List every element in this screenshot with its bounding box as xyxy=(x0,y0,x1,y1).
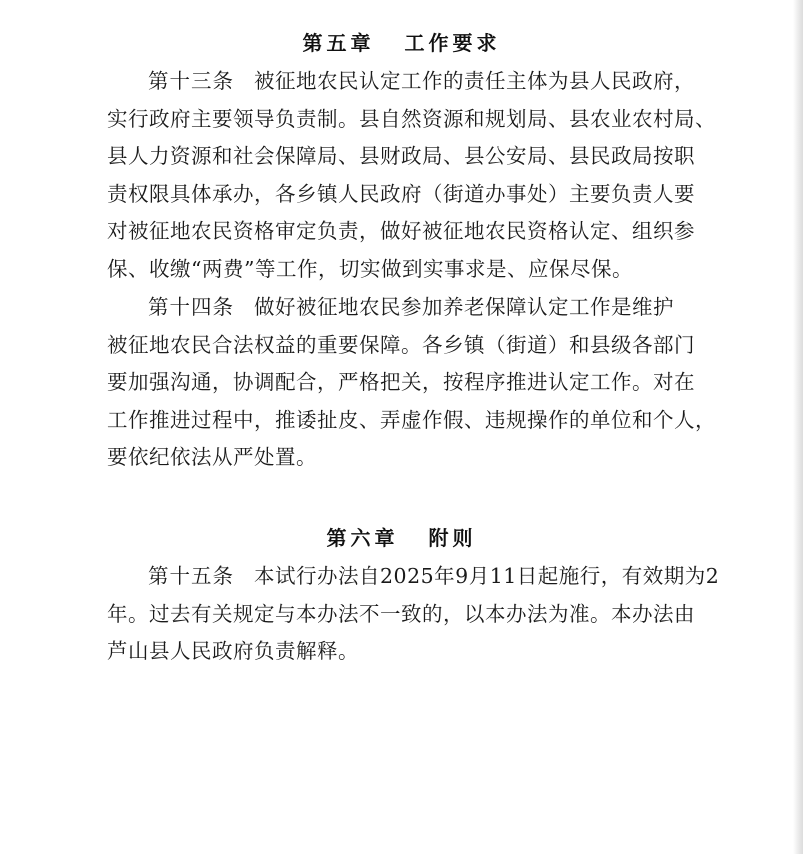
chapter-five-name: 工作要求 xyxy=(404,31,501,55)
chapter-six-heading xyxy=(0,525,803,551)
chapter-six-name: 附则 xyxy=(428,526,477,550)
article-15-line-3: 芦山县人民政府负责解释。 xyxy=(107,639,359,664)
article-15 xyxy=(107,558,720,671)
article-14-line-4: 工作推进过程中，推诿扯皮、弄虚作假、违规操作的单位和个人， xyxy=(107,407,716,432)
article-15-line-1: 本试行办法自2025年9月11日起施行，有效期为2 xyxy=(254,564,720,588)
chapter-five-heading xyxy=(0,30,803,56)
page-edge-shadow xyxy=(793,0,803,854)
article-14-line-1: 做好被征地农民参加养老保障认定工作是维护 xyxy=(254,295,674,319)
article-14-line-3: 要加强沟通，协调配合，严格把关，按程序推进认定工作。对在 xyxy=(107,370,695,395)
article-13-number: 第十三条 xyxy=(148,69,234,93)
article-13 xyxy=(107,63,716,289)
article-13-line-6: 保、收缴“两费”等工作，切实做到实事求是、应保尽保。 xyxy=(107,256,633,281)
chapter-six-number: 第六章 xyxy=(326,526,399,550)
article-13-line-1: 被征地农民认定工作的责任主体为县人民政府， xyxy=(254,69,695,93)
article-14-number: 第十四条 xyxy=(148,295,234,319)
article-13-line-4: 责权限具体承办，各乡镇人民政府（街道办事处）主要负责人要 xyxy=(107,181,695,206)
article-13-line-2: 实行政府主要领导负责制。县自然资源和规划局、县农业农村局、 xyxy=(107,106,716,131)
article-14-line-2: 被征地农民合法权益的重要保障。各乡镇（街道）和县级各部门 xyxy=(107,332,695,357)
article-14 xyxy=(107,289,716,477)
article-15-line-2: 年。过去有关规定与本办法不一致的，以本办法为准。本办法由 xyxy=(107,601,695,626)
chapter-five-number: 第五章 xyxy=(302,31,375,55)
article-14-line-5: 要依纪依法从严处置。 xyxy=(107,445,317,470)
article-13-line-5: 对被征地农民资格审定负责，做好被征地农民资格认定、组织参 xyxy=(107,219,695,244)
article-13-line-3: 县人力资源和社会保障局、县财政局、县公安局、县民政局按职 xyxy=(107,144,695,169)
article-15-number: 第十五条 xyxy=(148,564,234,588)
